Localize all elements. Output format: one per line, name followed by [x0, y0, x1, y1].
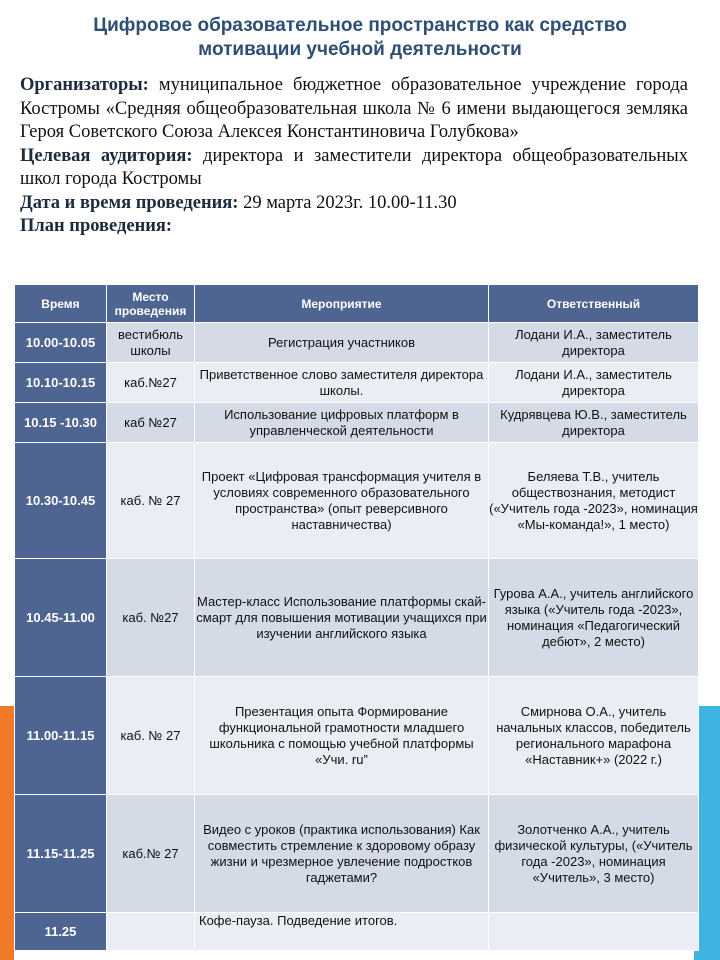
row-place: [107, 913, 195, 951]
schedule-table: [14, 284, 699, 951]
row-time: 10.30-10.45: [15, 443, 107, 559]
row-place: каб. №27: [107, 559, 195, 677]
row-time: 11.00-11.15: [15, 677, 107, 795]
row-person: Золотченко А.А., учитель физической культуры, («Учитель года -2023», номинация «Учитель», 3 место): [489, 795, 699, 913]
header-person: Ответственный: [489, 285, 699, 323]
table-row: [15, 677, 699, 795]
header-event: Мероприятие: [195, 285, 489, 323]
row-time: 11.25: [15, 913, 107, 951]
audience-line: [20, 145, 688, 192]
table-row: [15, 795, 699, 913]
row-person: Лодани И.А., заместитель директора: [489, 363, 699, 403]
plan-label: План проведения:: [20, 216, 173, 236]
row-person: Кудрявцева Ю.В., заместитель директора: [489, 403, 699, 443]
table-row: [15, 403, 699, 443]
row-place: каб.№27: [107, 363, 195, 403]
row-event: Кофе-пауза. Подведение итогов.: [195, 913, 489, 951]
row-event: Проект «Цифровая трансформация учителя в условиях современного образовательного пространства» (опыт реверсивного наставничества): [195, 443, 489, 559]
row-person: Смирнова О.А., учитель начальных классов, победитель регионального марафона «Наставник+» (2022 г.): [489, 677, 699, 795]
row-time: 10.15 -10.30: [15, 403, 107, 443]
row-place: каб №27: [107, 403, 195, 443]
row-person: Беляева Т.В., учитель обществознания, методист («Учитель года -2023», номинация «Мы-команда!», 1 место): [489, 443, 699, 559]
table-row: [15, 443, 699, 559]
header-place: Место проведения: [107, 285, 195, 323]
organizers-text: муниципальное бюджетное образовательное учреждение города Костромы «Средняя общеобразовательная школа № 6 имени выдающегося земляка Героя Советского Союза Алексея Константиновича Голубкова»: [20, 75, 688, 142]
organizers-line: [20, 74, 688, 145]
orange-accent-bar: [0, 706, 14, 960]
row-person: Лодани И.А., заместитель директора: [489, 323, 699, 363]
datetime-text: 29 марта 2023г. 10.00-11.30: [238, 192, 457, 213]
event-info: [20, 74, 688, 239]
audience-label: Целевая аудитория:: [20, 145, 193, 166]
row-person: [489, 913, 699, 951]
row-place: каб. № 27: [107, 443, 195, 559]
row-event: Презентация опыта Формирование функциональной грамотности младшего школьника с помощью учебной платформы «Учи. ru”: [195, 677, 489, 795]
row-time: 10.00-10.05: [15, 323, 107, 363]
table-row: [15, 913, 699, 951]
row-time: 10.10-10.15: [15, 363, 107, 403]
datetime-line: [20, 192, 688, 216]
row-event: Регистрация участников: [195, 323, 489, 363]
row-time: 11.15-11.25: [15, 795, 107, 913]
table-row: [15, 363, 699, 403]
table-header-row: [15, 285, 699, 323]
audience-text: директора и заместители директора общеобразовательных школ города Костромы: [20, 145, 688, 189]
row-event: Мастер-класс Использование платформы скай-смарт для повышения мотивации учащихся при изучении английского языка: [195, 559, 489, 677]
row-place: каб.№ 27: [107, 795, 195, 913]
row-time: 10.45-11.00: [15, 559, 107, 677]
row-place: каб. № 27: [107, 677, 195, 795]
row-event: Видео с уроков (практика использования) Как совместить стремление к здоровому образу жизни и чрезмерное увлечение подростков гаджетами?: [195, 795, 489, 913]
page-title: Цифровое образовательное пространство как средство мотивации учебной деятельности: [93, 15, 627, 60]
row-person: Гурова А.А., учитель английского языка («Учитель года -2023», номинация «Педагогический дебют», 2 место): [489, 559, 699, 677]
row-event: Приветственное слово заместителя директора школы.: [195, 363, 489, 403]
row-place: вестибюль школы: [107, 323, 195, 363]
plan-line: [20, 215, 688, 239]
row-event: Использование цифровых платформ в управленческой деятельности: [195, 403, 489, 443]
datetime-label: Дата и время проведения:: [20, 192, 239, 213]
header-time: Время: [15, 285, 107, 323]
table-row: [15, 559, 699, 677]
organizers-label: Организаторы:: [20, 75, 149, 95]
table-row: [15, 323, 699, 363]
